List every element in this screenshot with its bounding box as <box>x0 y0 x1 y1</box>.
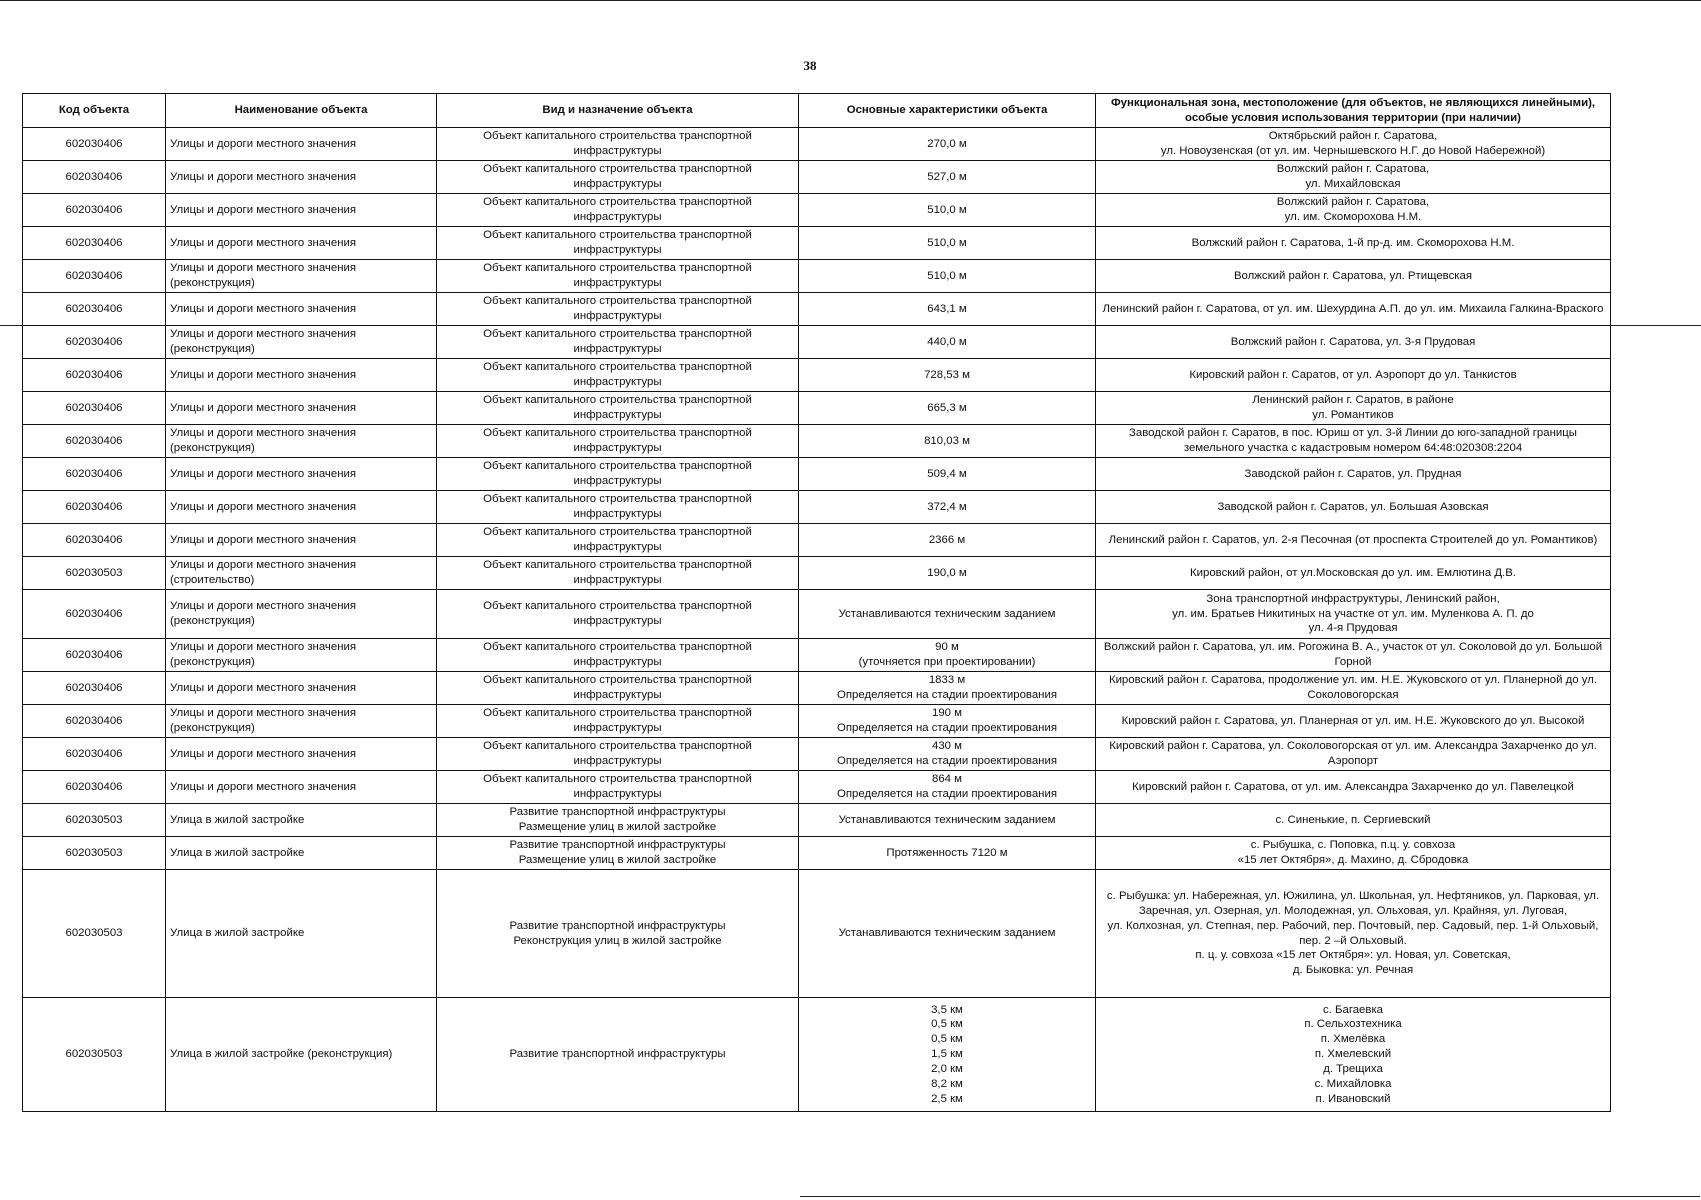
header-zone: Функциональная зона, местоположение (для объектов, не являющихся линейными), особые условия использования территории (при наличии) <box>1096 94 1611 128</box>
cell-zone: Ленинский район г. Саратова, от ул. им. Шехурдина А.П. до ул. им. Михаила Галкина-Враского <box>1096 293 1611 326</box>
cell-zone: Кировский район г. Саратова, ул. Планерная от ул. им. Н.Е. Жуковского до ул. Высокой <box>1096 705 1611 738</box>
cell-zone: с. Рыбушка, с. Поповка, п.ц. у. совхоза «15 лет Октября», д. Махино, д. Сбродовка <box>1096 837 1611 870</box>
cell-characteristics: 810,03 м <box>799 425 1096 458</box>
cell-name: Улицы и дороги местного значения <box>166 524 437 557</box>
header-code: Код объекта <box>23 94 166 128</box>
cell-characteristics: 372,4 м <box>799 491 1096 524</box>
cell-zone: Кировский район г. Саратова, продолжение ул. им. Н.Е. Жуковского от ул. Планерной до ул. Соколовогорская <box>1096 672 1611 705</box>
cell-zone: Заводской район г. Саратов, ул. Большая Азовская <box>1096 491 1611 524</box>
table-row <box>23 870 1611 998</box>
cell-characteristics: 728,53 м <box>799 359 1096 392</box>
cell-zone: Ленинский район г. Саратов, ул. 2-я Песочная (от проспекта Строителей до ул. Романтиков) <box>1096 524 1611 557</box>
cell-code: 602030406 <box>23 359 166 392</box>
table-row <box>23 326 1611 359</box>
cell-code: 602030406 <box>23 392 166 425</box>
cell-characteristics: 270,0 м <box>799 128 1096 161</box>
scan-artifact-top <box>0 0 1701 1</box>
cell-zone: с. Багаевка п. Сельхозтехника п. Хмелёвка п. Хмелевский д. Трещиха с. Михайловка п. Ивановский <box>1096 998 1611 1112</box>
cell-name: Улицы и дороги местного значения <box>166 738 437 771</box>
cell-code: 602030406 <box>23 738 166 771</box>
cell-name: Улица в жилой застройке <box>166 804 437 837</box>
cell-code: 602030503 <box>23 870 166 998</box>
table-row <box>23 128 1611 161</box>
cell-name: Улицы и дороги местного значения (реконструкция) <box>166 326 437 359</box>
cell-code: 602030503 <box>23 998 166 1112</box>
cell-zone: Кировский район г. Саратов, от ул. Аэропорт до ул. Танкистов <box>1096 359 1611 392</box>
cell-type: Объект капитального строительства транспортной инфраструктуры <box>437 639 799 672</box>
table-row <box>23 227 1611 260</box>
cell-name: Улицы и дороги местного значения <box>166 672 437 705</box>
cell-name: Улицы и дороги местного значения (реконструкция) <box>166 590 437 639</box>
cell-characteristics: Устанавливаются техническим заданием <box>799 590 1096 639</box>
cell-zone: Волжский район г. Саратова, ул. им. Скоморохова Н.М. <box>1096 194 1611 227</box>
cell-zone: с. Синенькие, п. Сергиевский <box>1096 804 1611 837</box>
cell-zone: Кировский район г. Саратова, от ул. им. Александра Захарченко до ул. Павелецкой <box>1096 771 1611 804</box>
cell-name: Улица в жилой застройке <box>166 870 437 998</box>
table-row <box>23 293 1611 326</box>
objects-table <box>22 93 1611 1112</box>
cell-zone: Заводской район г. Саратов, ул. Прудная <box>1096 458 1611 491</box>
table-row <box>23 738 1611 771</box>
cell-characteristics: 440,0 м <box>799 326 1096 359</box>
cell-characteristics: 509,4 м <box>799 458 1096 491</box>
cell-code: 602030406 <box>23 227 166 260</box>
scan-artifact-bottom <box>800 1196 1700 1197</box>
table-row <box>23 524 1611 557</box>
cell-type: Объект капитального строительства транспортной инфраструктуры <box>437 359 799 392</box>
cell-name: Улицы и дороги местного значения <box>166 359 437 392</box>
cell-type: Развитие транспортной инфраструктуры Размещение улиц в жилой застройке <box>437 837 799 870</box>
cell-name: Улицы и дороги местного значения (реконструкция) <box>166 260 437 293</box>
cell-type: Объект капитального строительства транспортной инфраструктуры <box>437 705 799 738</box>
cell-name: Улицы и дороги местного значения <box>166 293 437 326</box>
cell-type: Объект капитального строительства транспортной инфраструктуры <box>437 425 799 458</box>
cell-code: 602030406 <box>23 128 166 161</box>
cell-code: 602030503 <box>23 837 166 870</box>
table-row <box>23 491 1611 524</box>
cell-type: Объект капитального строительства транспортной инфраструктуры <box>437 557 799 590</box>
scan-artifact-left <box>0 325 22 326</box>
cell-type: Развитие транспортной инфраструктуры <box>437 998 799 1112</box>
table-row <box>23 194 1611 227</box>
cell-zone: с. Рыбушка: ул. Набережная, ул. Южилина, ул. Школьная, ул. Нефтяников, ул. Парковая, ул. Заречная, ул. Озерная, ул. Молодежная, ул. Ольховая, ул. Крайняя, ул. Луговая, ул. Колхозная, ул. Степная, пер. Рабочий, пер. Почтовый, пер. Садовый, пер. 1-й Ольховый, пер. 2 –й Ольховый. п. ц. у. совхоза «15 лет Октября»: ул. Новая, ул. Советская, д. Быковка: ул. Речная <box>1096 870 1611 998</box>
cell-characteristics: 3,5 км 0,5 км 0,5 км 1,5 км 2,0 км 8,2 км 2,5 км <box>799 998 1096 1112</box>
table-row <box>23 590 1611 639</box>
table-row <box>23 672 1611 705</box>
cell-characteristics: 190 м Определяется на стадии проектирования <box>799 705 1096 738</box>
cell-code: 602030406 <box>23 771 166 804</box>
header-characteristics: Основные характеристики объекта <box>799 94 1096 128</box>
cell-name: Улицы и дороги местного значения (реконструкция) <box>166 705 437 738</box>
table-row <box>23 998 1611 1112</box>
table-row <box>23 705 1611 738</box>
cell-zone: Зона транспортной инфраструктуры, Ленинский район, ул. им. Братьев Никитиных на участке от ул. им. Муленкова А. П. до ул. 4-я Прудовая <box>1096 590 1611 639</box>
cell-name: Улицы и дороги местного значения (строительство) <box>166 557 437 590</box>
header-name: Наименование объекта <box>166 94 437 128</box>
cell-name: Улицы и дороги местного значения <box>166 227 437 260</box>
cell-zone: Кировский район г. Саратова, ул. Соколовогорская от ул. им. Александра Захарченко до ул. Аэропорт <box>1096 738 1611 771</box>
cell-code: 602030406 <box>23 425 166 458</box>
cell-characteristics: Протяженность 7120 м <box>799 837 1096 870</box>
cell-name: Улицы и дороги местного значения <box>166 392 437 425</box>
cell-characteristics: 527,0 м <box>799 161 1096 194</box>
cell-code: 602030406 <box>23 590 166 639</box>
table-header-row <box>23 94 1611 128</box>
cell-type: Объект капитального строительства транспортной инфраструктуры <box>437 227 799 260</box>
table-row <box>23 639 1611 672</box>
cell-code: 602030503 <box>23 804 166 837</box>
table-row <box>23 458 1611 491</box>
cell-code: 602030406 <box>23 260 166 293</box>
cell-code: 602030406 <box>23 491 166 524</box>
cell-name: Улицы и дороги местного значения <box>166 128 437 161</box>
table-row <box>23 359 1611 392</box>
cell-zone: Волжский район г. Саратова, ул. 3-я Прудовая <box>1096 326 1611 359</box>
cell-type: Объект капитального строительства транспортной инфраструктуры <box>437 491 799 524</box>
cell-code: 602030406 <box>23 705 166 738</box>
cell-code: 602030406 <box>23 524 166 557</box>
cell-code: 602030406 <box>23 161 166 194</box>
cell-zone: Волжский район г. Саратова, ул. Михайловская <box>1096 161 1611 194</box>
cell-type: Объект капитального строительства транспортной инфраструктуры <box>437 392 799 425</box>
cell-code: 602030503 <box>23 557 166 590</box>
cell-name: Улицы и дороги местного значения <box>166 491 437 524</box>
cell-code: 602030406 <box>23 293 166 326</box>
cell-type: Объект капитального строительства транспортной инфраструктуры <box>437 326 799 359</box>
cell-type: Объект капитального строительства транспортной инфраструктуры <box>437 738 799 771</box>
cell-zone: Ленинский район г. Саратов, в районе ул. Романтиков <box>1096 392 1611 425</box>
cell-zone: Волжский район г. Саратова, ул. им. Рогожина В. А., участок от ул. Соколовой до ул. Большой Горной <box>1096 639 1611 672</box>
table-row <box>23 161 1611 194</box>
header-type: Вид и назначение объекта <box>437 94 799 128</box>
cell-name: Улицы и дороги местного значения <box>166 771 437 804</box>
cell-name: Улица в жилой застройке <box>166 837 437 870</box>
cell-type: Объект капитального строительства транспортной инфраструктуры <box>437 524 799 557</box>
cell-name: Улицы и дороги местного значения <box>166 194 437 227</box>
cell-characteristics: 665,3 м <box>799 392 1096 425</box>
cell-zone: Заводской район г. Саратов, в пос. Юриш от ул. 3-й Линии до юго-западной границы земельного участка с кадастровым номером 64:48:020308:2204 <box>1096 425 1611 458</box>
cell-type: Объект капитального строительства транспортной инфраструктуры <box>437 458 799 491</box>
cell-zone: Волжский район г. Саратова, ул. Ртищевская <box>1096 260 1611 293</box>
cell-code: 602030406 <box>23 194 166 227</box>
cell-code: 602030406 <box>23 458 166 491</box>
cell-name: Улица в жилой застройке (реконструкция) <box>166 998 437 1112</box>
page-number: 38 <box>803 58 817 73</box>
cell-type: Объект капитального строительства транспортной инфраструктуры <box>437 161 799 194</box>
cell-zone: Волжский район г. Саратова, 1-й пр-д. им. Скоморохова Н.М. <box>1096 227 1611 260</box>
table-row <box>23 392 1611 425</box>
cell-characteristics: 510,0 м <box>799 227 1096 260</box>
table-row <box>23 260 1611 293</box>
table-row <box>23 771 1611 804</box>
cell-code: 602030406 <box>23 326 166 359</box>
cell-type: Развитие транспортной инфраструктуры Реконструкция улиц в жилой застройке <box>437 870 799 998</box>
cell-name: Улицы и дороги местного значения <box>166 161 437 194</box>
cell-name: Улицы и дороги местного значения (реконструкция) <box>166 425 437 458</box>
cell-type: Объект капитального строительства транспортной инфраструктуры <box>437 260 799 293</box>
cell-characteristics: 90 м (уточняется при проектировании) <box>799 639 1096 672</box>
cell-characteristics: 1833 м Определяется на стадии проектирования <box>799 672 1096 705</box>
cell-characteristics: Устанавливаются техническим заданием <box>799 804 1096 837</box>
scan-artifact-right <box>1610 325 1701 326</box>
cell-type: Развитие транспортной инфраструктуры Размещение улиц в жилой застройке <box>437 804 799 837</box>
table-row <box>23 837 1611 870</box>
cell-characteristics: 510,0 м <box>799 194 1096 227</box>
cell-characteristics: 510,0 м <box>799 260 1096 293</box>
cell-zone: Кировский район, от ул.Московская до ул. им. Емлютина Д.В. <box>1096 557 1611 590</box>
cell-characteristics: 190,0 м <box>799 557 1096 590</box>
cell-name: Улицы и дороги местного значения (реконструкция) <box>166 639 437 672</box>
table-row <box>23 557 1611 590</box>
cell-characteristics: Устанавливаются техническим заданием <box>799 870 1096 998</box>
table-row <box>23 425 1611 458</box>
cell-characteristics: 643,1 м <box>799 293 1096 326</box>
cell-characteristics: 430 м Определяется на стадии проектирования <box>799 738 1096 771</box>
cell-type: Объект капитального строительства транспортной инфраструктуры <box>437 672 799 705</box>
table-row <box>23 804 1611 837</box>
cell-characteristics: 864 м Определяется на стадии проектирования <box>799 771 1096 804</box>
cell-type: Объект капитального строительства транспортной инфраструктуры <box>437 128 799 161</box>
cell-type: Объект капитального строительства транспортной инфраструктуры <box>437 293 799 326</box>
cell-type: Объект капитального строительства транспортной инфраструктуры <box>437 194 799 227</box>
cell-code: 602030406 <box>23 639 166 672</box>
cell-type: Объект капитального строительства транспортной инфраструктуры <box>437 771 799 804</box>
cell-type: Объект капитального строительства транспортной инфраструктуры <box>437 590 799 639</box>
cell-name: Улицы и дороги местного значения <box>166 458 437 491</box>
cell-code: 602030406 <box>23 672 166 705</box>
cell-characteristics: 2366 м <box>799 524 1096 557</box>
cell-zone: Октябрьский район г. Саратова, ул. Новоузенская (от ул. им. Чернышевского Н.Г. до Новой Набережной) <box>1096 128 1611 161</box>
